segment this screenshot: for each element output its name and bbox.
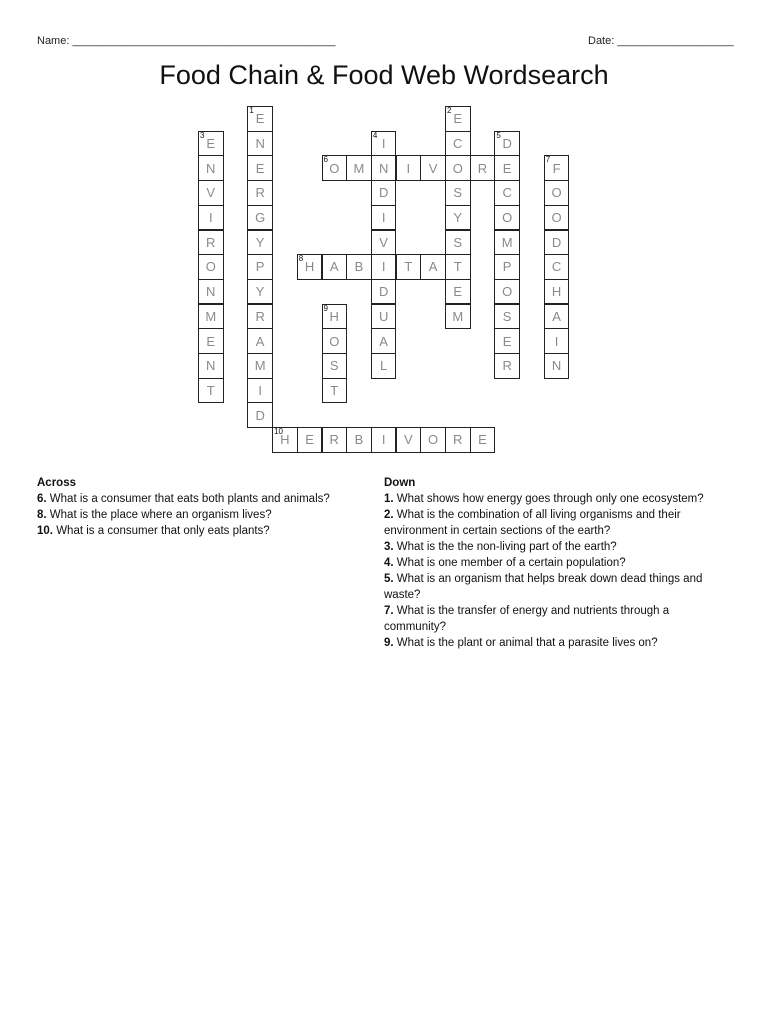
cell-letter: O (329, 160, 340, 176)
grid-cell[interactable] (371, 205, 397, 231)
grid-cell[interactable] (198, 378, 224, 404)
grid-cell[interactable] (247, 378, 273, 404)
grid-cell[interactable] (445, 254, 471, 280)
grid-cell[interactable] (247, 205, 273, 231)
cell-letter: M (205, 308, 217, 324)
cell-number: 4 (372, 130, 378, 140)
cell-letter: R (255, 308, 265, 324)
grid-cell[interactable] (494, 304, 520, 330)
clue-down-9 (384, 635, 734, 651)
name-field-label: Name: ___________________________________________ (37, 35, 336, 47)
cell-letter: I (208, 210, 213, 226)
clue-number: 7. (384, 605, 394, 617)
cell-letter: Y (255, 284, 265, 300)
grid-cell[interactable] (544, 180, 570, 206)
clue-number: 9. (384, 637, 394, 649)
cell-number: 2 (447, 106, 452, 115)
grid-cell[interactable] (544, 205, 570, 231)
grid-cell[interactable] (198, 205, 224, 231)
cell-letter: C (551, 259, 562, 275)
grid-cell[interactable] (544, 328, 570, 354)
grid-cell[interactable] (371, 230, 397, 256)
cell-letter: I (406, 160, 411, 176)
cell-letter: O (551, 185, 562, 201)
grid-cell[interactable] (445, 304, 471, 330)
cell-letter: R (477, 160, 488, 176)
cell-letter: R (502, 358, 512, 374)
grid-cell[interactable] (322, 328, 348, 354)
cell-letter: I (554, 333, 559, 349)
cell-letter: H (280, 432, 290, 448)
grid-cell[interactable] (494, 254, 520, 280)
cell-letter: O (551, 210, 562, 226)
cell-letter: D (378, 185, 389, 201)
clue-text: What is one member of a certain population? (396, 557, 626, 569)
cell-letter: N (206, 358, 216, 374)
cell-letter: T (330, 382, 339, 398)
grid-cell[interactable] (371, 328, 397, 354)
cell-letter: G (255, 210, 266, 226)
grid-cell[interactable] (322, 155, 348, 181)
grid-cell[interactable] (445, 155, 471, 181)
clue-text: What is the combination of all living organisms and their environment in certain sections of the earth? (384, 509, 681, 537)
cell-letter: R (206, 234, 216, 250)
grid-cell[interactable] (371, 353, 397, 379)
cell-letter: R (255, 185, 265, 201)
clue-text: What shows how energy goes through only one ecosystem? (396, 493, 704, 505)
grid-cell[interactable] (247, 353, 273, 379)
clue-text: What is the the non-living part of the earth? (396, 541, 617, 553)
cell-letter: I (381, 259, 386, 275)
cell-letter: D (378, 284, 389, 300)
cell-letter: F (552, 160, 561, 176)
grid-cell[interactable] (445, 230, 471, 256)
grid-cell[interactable] (420, 155, 446, 181)
grid-cell[interactable] (494, 328, 520, 354)
cell-letter: E (206, 333, 216, 349)
cell-letter: M (353, 160, 365, 176)
grid-cell[interactable] (544, 304, 570, 330)
cell-letter: P (502, 259, 512, 275)
clue-across-6 (37, 491, 367, 507)
clue-down-1 (384, 491, 734, 507)
grid-cell[interactable] (445, 106, 471, 132)
cell-letter: H (329, 308, 339, 324)
clue-down-4 (384, 555, 734, 571)
cell-letter: O (205, 259, 216, 275)
cell-letter: S (502, 308, 512, 324)
cell-letter: C (502, 185, 512, 201)
cell-number: 3 (200, 130, 205, 140)
clue-text: What is a consumer that eats both plants and animals? (49, 493, 330, 505)
grid-cell[interactable] (247, 180, 273, 206)
cell-letter: M (501, 234, 513, 250)
cell-letter: O (502, 284, 513, 300)
cell-letter: T (453, 259, 462, 275)
cell-letter: E (478, 432, 487, 448)
clue-number: 5. (384, 573, 394, 585)
grid-cell[interactable] (322, 378, 348, 404)
grid-cell[interactable] (445, 180, 471, 206)
grid-cell[interactable] (322, 353, 348, 379)
cell-letter: D (502, 135, 512, 151)
grid-cell[interactable] (396, 427, 422, 453)
grid-cell[interactable] (198, 180, 224, 206)
grid-cell[interactable] (198, 328, 224, 354)
grid-cell[interactable] (198, 131, 224, 157)
cell-letter: S (453, 185, 463, 201)
grid-cell[interactable] (445, 205, 471, 231)
grid-cell[interactable] (420, 427, 446, 453)
cell-letter: H (551, 284, 562, 300)
across-heading: Across (37, 477, 76, 489)
clue-down-3 (384, 539, 734, 555)
grid-cell[interactable] (544, 155, 570, 181)
grid-cell[interactable] (494, 155, 520, 181)
cell-letter: E (453, 284, 463, 300)
cell-number: 6 (323, 155, 328, 165)
cell-letter: V (404, 432, 413, 448)
grid-cell[interactable] (544, 353, 570, 379)
grid-cell[interactable] (470, 155, 496, 181)
grid-cell[interactable] (247, 279, 273, 305)
clue-down-5 (384, 571, 734, 603)
cell-letter: N (255, 135, 265, 151)
grid-cell[interactable] (346, 254, 372, 280)
cell-letter: I (381, 432, 386, 448)
grid-cell[interactable] (544, 254, 570, 280)
cell-letter: B (354, 259, 364, 275)
crossword-grid (0, 0, 768, 460)
grid-cell[interactable] (322, 427, 348, 453)
cell-number: 1 (249, 106, 254, 115)
clue-text: What is the plant or animal that a parasite lives on? (396, 637, 658, 649)
cell-number: 9 (323, 303, 328, 313)
cell-letter: M (254, 358, 266, 374)
cell-number: 7 (545, 155, 551, 165)
clue-number: 2. (384, 509, 394, 521)
cell-letter: B (354, 432, 364, 448)
grid-cell[interactable] (371, 131, 397, 157)
cell-number: 10 (274, 427, 283, 437)
grid-cell[interactable] (297, 254, 323, 280)
cell-letter: E (453, 111, 463, 127)
grid-cell[interactable] (346, 155, 372, 181)
grid-cell[interactable] (470, 427, 496, 453)
cell-letter: N (378, 160, 389, 176)
cell-letter: E (502, 160, 512, 176)
clue-across-8 (37, 507, 367, 523)
clue-across-10 (37, 523, 367, 539)
grid-cell[interactable] (396, 155, 422, 181)
cell-letter: V (379, 234, 388, 250)
grid-cell[interactable] (396, 254, 422, 280)
grid-cell[interactable] (445, 427, 471, 453)
across-clues (37, 475, 367, 539)
cell-letter: S (329, 358, 339, 374)
grid-cell[interactable] (247, 230, 273, 256)
cell-letter: T (404, 259, 413, 275)
cell-letter: I (381, 135, 386, 151)
grid-cell[interactable] (247, 106, 273, 132)
clue-number: 1. (384, 493, 394, 505)
grid-cell[interactable] (198, 155, 224, 181)
cell-letter: M (452, 308, 464, 324)
cell-letter: O (329, 333, 340, 349)
grid-cell[interactable] (322, 304, 348, 330)
cell-letter: Y (255, 234, 265, 250)
grid-cell[interactable] (371, 180, 397, 206)
grid-cell[interactable] (371, 304, 397, 330)
cell-letter: V (428, 160, 438, 176)
grid-cell[interactable] (371, 155, 397, 181)
grid-cell[interactable] (346, 427, 372, 453)
cell-letter: R (453, 432, 463, 448)
grid-cell[interactable] (198, 304, 224, 330)
cell-letter: O (452, 160, 463, 176)
cell-letter: U (378, 308, 389, 324)
grid-cell[interactable] (198, 230, 224, 256)
cell-letter: L (380, 358, 388, 374)
grid-cell[interactable] (494, 205, 520, 231)
cell-letter: D (551, 234, 562, 250)
grid-cell[interactable] (198, 279, 224, 305)
grid-cell[interactable] (420, 254, 446, 280)
clue-number: 10. (37, 525, 53, 537)
grid-cell[interactable] (494, 230, 520, 256)
cell-letter: C (453, 135, 463, 151)
cell-letter: Y (453, 210, 463, 226)
cell-letter: N (206, 160, 216, 176)
grid-cell[interactable] (494, 279, 520, 305)
grid-cell[interactable] (322, 254, 348, 280)
cell-letter: S (453, 234, 463, 250)
grid-cell[interactable] (198, 254, 224, 280)
grid-cell[interactable] (371, 279, 397, 305)
date-field-label: Date: ___________________ (588, 35, 734, 47)
cell-letter: E (255, 111, 265, 127)
clue-text: What is an organism that helps break down dead things and waste? (384, 573, 703, 601)
cell-letter: R (329, 432, 339, 448)
cell-letter: E (255, 160, 265, 176)
grid-cell[interactable] (544, 230, 570, 256)
grid-cell[interactable] (247, 131, 273, 157)
cell-letter: N (206, 284, 216, 300)
grid-cell[interactable] (544, 279, 570, 305)
clue-number: 6. (37, 493, 47, 505)
cell-number: 5 (496, 130, 501, 140)
clue-down-2 (384, 507, 734, 539)
cell-letter: E (502, 333, 512, 349)
cell-letter: D (255, 407, 265, 423)
cell-letter: A (428, 259, 438, 275)
down-clues (384, 475, 734, 651)
grid-cell[interactable] (247, 328, 273, 354)
cell-letter: O (502, 210, 513, 226)
cell-letter: O (427, 432, 439, 448)
grid-cell[interactable] (371, 427, 397, 453)
cell-letter: P (255, 259, 265, 275)
grid-cell[interactable] (247, 155, 273, 181)
grid-cell[interactable] (272, 427, 298, 453)
grid-cell[interactable] (494, 131, 520, 157)
clue-text: What is the transfer of energy and nutrients through a community? (384, 605, 670, 633)
grid-cell[interactable] (371, 254, 397, 280)
cell-letter: E (305, 432, 314, 448)
cell-letter: A (552, 308, 561, 324)
clue-number: 8. (37, 509, 47, 521)
cell-letter: N (551, 358, 562, 374)
grid-cell[interactable] (445, 279, 471, 305)
grid-cell[interactable] (445, 131, 471, 157)
grid-cell[interactable] (494, 180, 520, 206)
grid-cell[interactable] (247, 402, 273, 428)
grid-cell[interactable] (297, 427, 323, 453)
grid-cell[interactable] (494, 353, 520, 379)
cell-letter: T (206, 382, 215, 398)
cell-letter: A (255, 333, 265, 349)
cell-letter: I (258, 382, 262, 398)
cell-letter: V (206, 185, 216, 201)
page-title: Food Chain & Food Web Wordsearch (159, 60, 609, 90)
clue-text: What is a consumer that only eats plants? (56, 525, 270, 537)
grid-cell[interactable] (247, 254, 273, 280)
cell-letter: E (206, 135, 216, 151)
grid-cell[interactable] (198, 353, 224, 379)
cell-letter: H (304, 259, 315, 275)
cell-letter: A (379, 333, 388, 349)
cell-letter: I (381, 210, 386, 226)
clue-down-7 (384, 603, 734, 635)
cell-number: 8 (298, 254, 304, 264)
clue-number: 3. (384, 541, 394, 553)
clue-text: What is the place where an organism lives? (49, 509, 272, 521)
grid-cell[interactable] (247, 304, 273, 330)
down-heading: Down (384, 477, 416, 489)
cell-letter: A (329, 259, 339, 275)
clue-number: 4. (384, 557, 394, 569)
